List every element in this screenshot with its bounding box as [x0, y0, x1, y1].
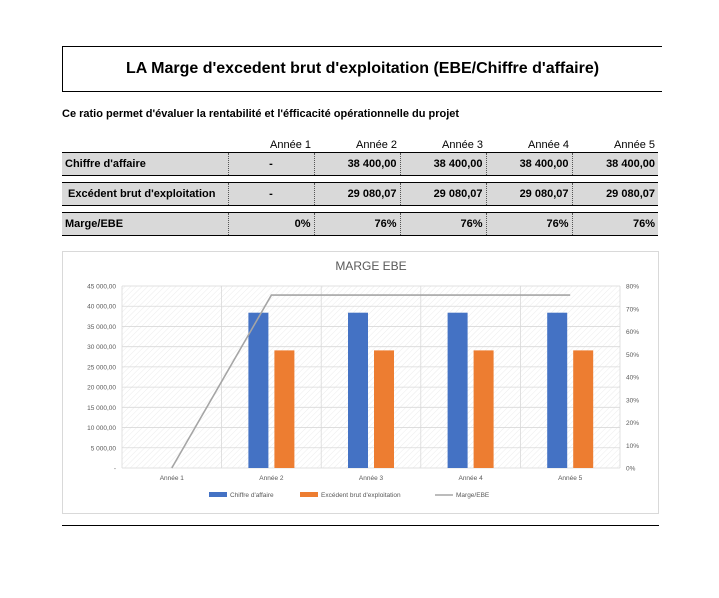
- table-cell: 76%: [400, 213, 486, 236]
- x-tick-label: Année 3: [358, 475, 384, 482]
- y2-tick-label: 70%: [626, 306, 640, 314]
- y-tick-label: 15 000,00: [87, 404, 116, 412]
- chart-title: MARGE EBE: [335, 259, 407, 273]
- y-tick-label: 45 000,00: [87, 283, 116, 291]
- y-tick-label: 10 000,00: [87, 425, 116, 433]
- table-row: [62, 183, 658, 206]
- plot-area: [122, 286, 620, 468]
- bar: [374, 350, 394, 468]
- x-tick-label: Année 1: [159, 475, 184, 482]
- y2-tick-label: 60%: [626, 329, 640, 336]
- table-cell: 38 400,00: [400, 153, 486, 176]
- y2-tick-label: 50%: [626, 351, 640, 359]
- table-cell: 29 080,07: [572, 183, 658, 206]
- chart-container: [62, 251, 659, 514]
- legend-label: Excédent brut d'exploitation: [321, 492, 401, 499]
- bar: [547, 313, 567, 468]
- bar: [248, 313, 268, 468]
- table-row: [62, 153, 658, 176]
- y-tick-label: 30 000,00: [87, 344, 116, 352]
- bar: [474, 350, 494, 468]
- year-header: Année 5: [614, 139, 655, 151]
- legend-label: Chiffre d'affaire: [230, 492, 274, 499]
- title-box: [62, 46, 662, 92]
- table-cell: 29 080,07: [486, 183, 572, 206]
- table-cell: 76%: [486, 213, 572, 236]
- year-header: Année 2: [356, 139, 397, 151]
- table-cell: 38 400,00: [486, 153, 572, 176]
- page-title: LA Marge d'excedent brut d'exploitation (EBE/Chiffre d'affaire): [125, 60, 600, 77]
- row-label: Chiffre d'affaire: [62, 153, 228, 176]
- y-tick-label: 40 000,00: [87, 303, 116, 311]
- row-label: Excédent brut d'exploitation: [62, 183, 228, 206]
- y2-tick-label: 10%: [626, 442, 640, 450]
- bar: [573, 350, 593, 468]
- table-cell: -: [228, 183, 314, 206]
- legend-label: Marge/EBE: [456, 492, 490, 499]
- table-header-row: [62, 138, 658, 153]
- table-cell: 38 400,00: [314, 153, 400, 176]
- legend-swatch: [209, 492, 227, 497]
- y-tick-label: -: [113, 465, 116, 473]
- bar: [274, 350, 294, 468]
- y2-tick-label: 40%: [626, 374, 640, 382]
- bar: [448, 313, 468, 468]
- row-label: Marge/EBE: [62, 213, 228, 236]
- table-row: [62, 213, 658, 236]
- year-header: Année 1: [270, 139, 311, 151]
- table-cell: 0%: [228, 213, 314, 236]
- ratio-table: [62, 138, 658, 236]
- y2-tick-label: 80%: [626, 283, 640, 291]
- y-tick-label: 5 000,00: [90, 445, 116, 453]
- y-tick-label: 20 000,00: [87, 384, 116, 392]
- y-tick-label: 25 000,00: [87, 364, 116, 372]
- x-tick-label: Année 2: [259, 475, 284, 482]
- table-cell: 29 080,07: [400, 183, 486, 206]
- year-header: Année 4: [528, 139, 569, 151]
- marge-ebe-chart: [63, 252, 658, 513]
- legend-swatch: [300, 492, 318, 497]
- subtitle: Ce ratio permet d'évaluer la rentabilité et l'éfficacité opérationnelle du projet: [62, 108, 460, 120]
- y-tick-label: 35 000,00: [87, 323, 116, 331]
- y2-tick-label: 20%: [626, 420, 640, 427]
- table-cell: 38 400,00: [572, 153, 658, 176]
- year-header: Année 3: [442, 139, 483, 151]
- x-tick-label: Année 4: [458, 475, 483, 482]
- y2-tick-label: 0%: [626, 465, 636, 473]
- bar: [348, 313, 368, 468]
- table-cell: -: [228, 153, 314, 176]
- table-cell: 76%: [572, 213, 658, 236]
- y2-tick-label: 30%: [626, 397, 640, 405]
- divider: [62, 525, 659, 526]
- table-cell: 29 080,07: [314, 183, 400, 206]
- x-tick-label: Année 5: [558, 475, 583, 482]
- table-cell: 76%: [314, 213, 400, 236]
